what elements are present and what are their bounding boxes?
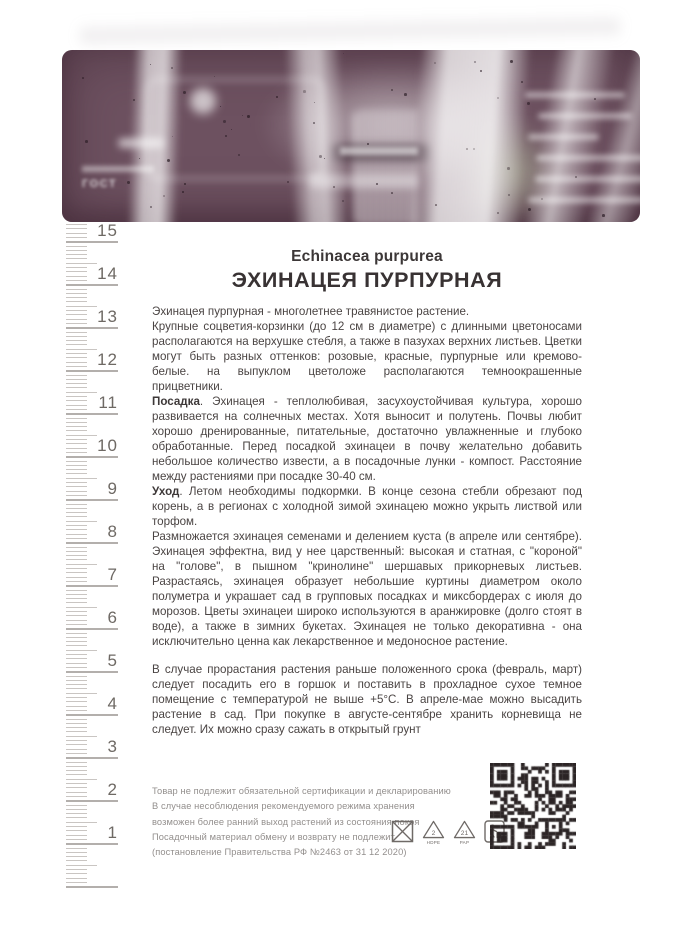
ruler-tick <box>66 392 97 393</box>
ruler-tick <box>66 873 87 874</box>
dirt-speck <box>376 183 378 185</box>
ruler-number: 14 <box>97 263 118 283</box>
ruler-tick <box>66 688 87 689</box>
ruler-tick <box>66 241 118 243</box>
ruler-tick <box>66 469 87 470</box>
ruler-tick <box>66 714 118 716</box>
ruler-tick <box>66 641 87 642</box>
ruler-tick <box>66 383 87 384</box>
dirt-speck <box>324 158 325 159</box>
ruler-tick <box>66 676 87 677</box>
ruler-tick <box>66 547 87 548</box>
blurred-flower-spot <box>190 88 216 114</box>
ruler-tick <box>66 774 87 775</box>
ruler-number: 6 <box>107 607 118 627</box>
ruler-tick <box>66 521 97 522</box>
page-title: ЭХИНАЦЕЯ ПУРПУРНАЯ <box>231 268 503 292</box>
dirt-speck <box>182 191 184 193</box>
ruler-number: 7 <box>107 564 118 584</box>
ruler-tick <box>66 585 118 587</box>
ruler-tick <box>66 246 87 247</box>
ruler-tick <box>66 633 87 634</box>
blurred-plant-image <box>464 114 560 222</box>
dirt-speck <box>220 106 221 107</box>
dirt-speck <box>183 91 186 94</box>
dirt-speck <box>521 81 523 83</box>
ruler-tick <box>66 598 87 599</box>
plastic-crease <box>80 13 620 48</box>
dirt-speck <box>287 181 289 183</box>
ruler-tick <box>66 684 87 685</box>
ruler-tick <box>66 293 87 294</box>
plastic-fold <box>407 50 534 222</box>
dirt-speck <box>85 140 88 143</box>
ruler-tick <box>66 551 87 552</box>
blurred-label-pill <box>118 138 164 148</box>
ruler-tick <box>66 886 118 888</box>
ruler-tick <box>66 284 118 286</box>
ruler-tick <box>66 542 118 544</box>
ruler-tick <box>66 723 87 724</box>
ruler-tick <box>66 456 118 458</box>
ruler-number: 2 <box>107 779 118 799</box>
dirt-speck <box>314 102 315 103</box>
ruler-tick <box>66 516 87 517</box>
ruler-tick <box>66 779 97 780</box>
ruler-tick <box>66 805 87 806</box>
blurred-text-line <box>535 176 640 182</box>
dirt-speck <box>508 194 510 196</box>
ruler-tick <box>66 254 87 255</box>
dirt-speck <box>391 89 393 91</box>
blurred-text-line <box>528 134 599 140</box>
ruler-tick <box>66 719 87 720</box>
ruler-tick <box>66 590 87 591</box>
dirt-speck <box>225 135 227 137</box>
ruler-tick <box>66 289 87 290</box>
dirt-speck <box>303 90 306 93</box>
dirt-speck <box>139 158 140 159</box>
dirt-speck <box>404 93 407 96</box>
ruler-tick <box>66 387 87 388</box>
ruler-tick <box>66 340 87 341</box>
ruler-number: 10 <box>97 435 118 455</box>
ruler-tick <box>66 426 87 427</box>
ruler-tick <box>66 413 118 415</box>
dirt-speck <box>163 195 165 197</box>
ruler-tick <box>66 843 118 845</box>
ruler-tick <box>66 860 87 861</box>
dirt-speck <box>497 97 499 99</box>
ruler-number: 1 <box>107 822 118 842</box>
packaging-icons <box>391 820 505 845</box>
description-paragraph: В случае прорастания растения раньше положенного срока (февраль, март) следует посадить его в горшок и поставить в прохладное сухое темное помещение с температурой не выше +5°С. В апреле-мае можно высадить растение в сад. При покупке в августе-сентябре хранить корневища не следует. Их можно сразу сажать в открытый грунт <box>152 663 582 736</box>
instruction-sheet <box>152 248 582 737</box>
ruler-tick <box>66 336 87 337</box>
dirt-speck <box>594 98 596 100</box>
ruler-number: 5 <box>107 650 118 670</box>
dirt-speck <box>367 143 369 145</box>
ruler-tick <box>66 607 97 608</box>
dirt-speck <box>150 64 151 65</box>
dirt-speck <box>184 183 186 185</box>
dirt-speck <box>172 136 173 137</box>
ruler-tick <box>66 465 87 466</box>
description-paragraph: Крупные соцветия-корзинки (до 12 см в диаметре) с длинными цветоносами располагаются на верхушке стебля, а также в пазухах верхних листьев. Цветки могут быть разных оттенков: розовые, красные, пурпурные или кремово-белые. на выпуклом цветоложе располагаются темноокрашенные прицветники. <box>152 320 582 393</box>
hdpe-label: HDPE <box>426 840 441 845</box>
ruler-tick <box>66 878 87 879</box>
dirt-speck <box>231 129 232 130</box>
ruler-tick <box>66 508 87 509</box>
dirt-speck <box>466 148 468 150</box>
dirt-speck <box>238 154 240 156</box>
ruler-number: 13 <box>97 306 118 326</box>
ruler-tick <box>66 693 97 694</box>
dirt-speck <box>319 155 322 158</box>
ruler-tick <box>66 822 97 823</box>
ruler-tick <box>66 731 87 732</box>
plastic-fold <box>126 50 183 222</box>
ruler-tick <box>66 766 87 767</box>
ruler-tick <box>66 422 87 423</box>
legal-line: (постановление Правительства РФ №2463 от 31 12 2020) <box>152 847 407 858</box>
legal-line: В случае несоблюдения рекомендуемого режима хранения <box>152 801 415 812</box>
ruler-tick <box>66 809 87 810</box>
dirt-speck <box>480 70 482 72</box>
dirt-speck <box>434 62 436 64</box>
qr-code <box>490 763 576 849</box>
legal-line: возможен более ранний выход растений из состояния покоя <box>152 816 420 827</box>
ruler-tick <box>66 504 87 505</box>
ruler-number: 11 <box>98 392 118 412</box>
dirt-speck <box>223 120 226 123</box>
ruler-tick <box>66 473 87 474</box>
plant-description <box>152 304 582 737</box>
blurred-text-line <box>525 92 625 98</box>
blurred-text-line <box>528 197 640 203</box>
blurred-text-line <box>538 113 632 119</box>
ruler-tick <box>66 817 87 818</box>
dirt-speck <box>473 148 475 150</box>
ruler-number: 4 <box>107 693 118 713</box>
dirt-speck <box>313 122 315 124</box>
ruler-tick <box>66 349 97 350</box>
ruler-tick <box>66 865 97 866</box>
ruler-tick <box>66 250 87 251</box>
description-paragraph: Размножается эхинацея семенами и делением куста (в апреле или сентябре). Эхинацея эффектна, вид у нее царственный: высокая и статная, с "короной" на "голове", в пышном "кринолине" шершавых прикорневых листьев. Разрастаясь, эхинацея образует небольшие куртины диаметром около полуметра и украшает сад в групповых посадках и миксбордерах с июля до морозов. Цветы эхинацеи широко используются в аранжировке (долго стоят в воде), а также в зимних букетах. Эхинацея не только декоративна - она исключительно ценна как лекарственное и медоносное растение. <box>152 530 582 648</box>
description-paragraph: Уход. Летом необходимы подкормки. В конце сезона стебли обрезают под корень, а в регионах с холодной зимой эхинацею можно укрыть листвой или торфом. <box>152 485 582 528</box>
dirt-speck <box>602 214 605 217</box>
ruler-tick <box>66 555 87 556</box>
legal-line: Посадочный материал обмену и возврату не подлежит <box>152 831 395 842</box>
dirt-speck <box>391 192 393 194</box>
hdpe-code: 2 <box>431 830 436 838</box>
ruler-tick <box>66 430 87 431</box>
blurred-text-line <box>82 166 154 172</box>
plastic-fold <box>583 50 640 222</box>
dirt-speck <box>497 212 499 214</box>
pap-label: PAP <box>459 840 470 845</box>
plastic-reflection <box>257 60 527 190</box>
ruler-tick <box>66 727 87 728</box>
dirt-speck <box>435 204 437 206</box>
ruler-tick <box>66 344 87 345</box>
ruler-tick <box>66 301 87 302</box>
dirt-speck <box>242 115 243 116</box>
ruler-tick <box>66 559 87 560</box>
ruler-tick <box>66 628 118 630</box>
ruler-tick <box>66 813 87 814</box>
ruler-tick <box>66 736 97 737</box>
ruler-tick <box>66 327 118 329</box>
ruler-number: 8 <box>107 521 118 541</box>
ruler-tick <box>66 435 97 436</box>
pap-code: 21 <box>460 830 469 838</box>
blurred-label-frame <box>146 78 324 180</box>
dirt-speck <box>133 99 135 101</box>
ruler-tick <box>66 848 87 849</box>
ruler-tick <box>66 770 87 771</box>
ruler-tick <box>66 856 87 857</box>
ruler-tick <box>66 297 87 298</box>
ruler-tick <box>66 645 87 646</box>
dirt-speck <box>247 115 250 118</box>
ruler-tick <box>66 512 87 513</box>
ruler-tick <box>66 650 97 651</box>
blurred-badge <box>330 144 430 162</box>
blurred-barcode <box>354 110 420 222</box>
ruler-tick <box>66 478 97 479</box>
ruler-number: 9 <box>107 478 118 498</box>
ruler-tick <box>66 258 87 259</box>
ruler-tick <box>66 332 87 333</box>
dirt-speck <box>575 176 577 178</box>
ruler-tick <box>66 499 118 501</box>
dirt-speck <box>82 77 84 79</box>
plastic-fold <box>522 50 618 222</box>
ruler-tick <box>66 637 87 638</box>
dirt-speck <box>167 159 170 162</box>
ruler-tick <box>66 461 87 462</box>
ruler-tick <box>66 379 87 380</box>
dirt-speck <box>474 61 476 63</box>
dirt-speck <box>541 198 543 200</box>
seed-packet-photo <box>62 50 640 222</box>
crossed-box-icon <box>391 820 414 843</box>
ruler-tick <box>66 263 97 264</box>
recycling-triangle-hdpe-icon <box>422 820 445 845</box>
ruler-number: 15 <box>97 220 118 240</box>
ruler-tick <box>66 800 118 802</box>
description-paragraph: Эхинацея пурпурная - многолетнее травянистое растение. <box>152 305 470 318</box>
dirt-speck <box>507 167 510 170</box>
dirt-speck <box>127 181 130 184</box>
dirt-speck <box>527 102 530 105</box>
ruler-tick <box>66 564 97 565</box>
plastic-fold <box>282 50 351 222</box>
ruler-tick <box>66 602 87 603</box>
dirt-speck <box>342 200 344 202</box>
ruler-tick <box>66 869 87 870</box>
ruler-tick <box>66 306 97 307</box>
blurred-badge-2 <box>310 174 418 188</box>
ruler-tick <box>66 882 87 883</box>
ruler-tick <box>66 852 87 853</box>
dirt-speck <box>150 206 152 208</box>
description-paragraph: Посадка. Эхинацея - теплолюбивая, засухоустойчивая культура, хорошо развивается на солнечных местах. Хотя выносит и полутень. Почвы любит хорошо дренированные, питательные, достаточно увлажненные и глубоко обработанные. Перед посадкой эхинацеи в почву желательно добавить небольшое количество извести, а в посадочные лунки - компост. Расстояние между растениями при посадке 30-40 см. <box>152 395 582 483</box>
ruler-tick <box>66 418 87 419</box>
ruler-tick <box>66 680 87 681</box>
latin-plant-name: Echinacea purpurea <box>291 248 443 265</box>
ruler-tick <box>66 762 87 763</box>
dirt-speck <box>510 60 513 63</box>
ruler-tick <box>66 375 87 376</box>
ruler-tick <box>66 370 118 372</box>
legal-line: Товар не подлежит обязательной сертификации и декларированию <box>152 786 451 796</box>
recycling-triangle-pap-icon <box>453 820 476 845</box>
gost-stamp: ГОСТ <box>82 178 118 190</box>
dirt-speck <box>171 67 173 69</box>
ruler-tick <box>66 671 118 673</box>
ruler-number: 3 <box>107 736 118 756</box>
dirt-speck <box>214 76 215 77</box>
blurred-text-line <box>536 155 640 161</box>
dirt-speck <box>333 186 335 188</box>
dirt-speck <box>343 53 344 54</box>
ruler-tick <box>66 757 118 759</box>
ruler-tick <box>66 594 87 595</box>
ruler-number: 12 <box>97 349 118 369</box>
dirt-speck <box>528 208 531 211</box>
blurred-badge-text <box>340 147 418 155</box>
dirt-speck <box>276 96 278 98</box>
